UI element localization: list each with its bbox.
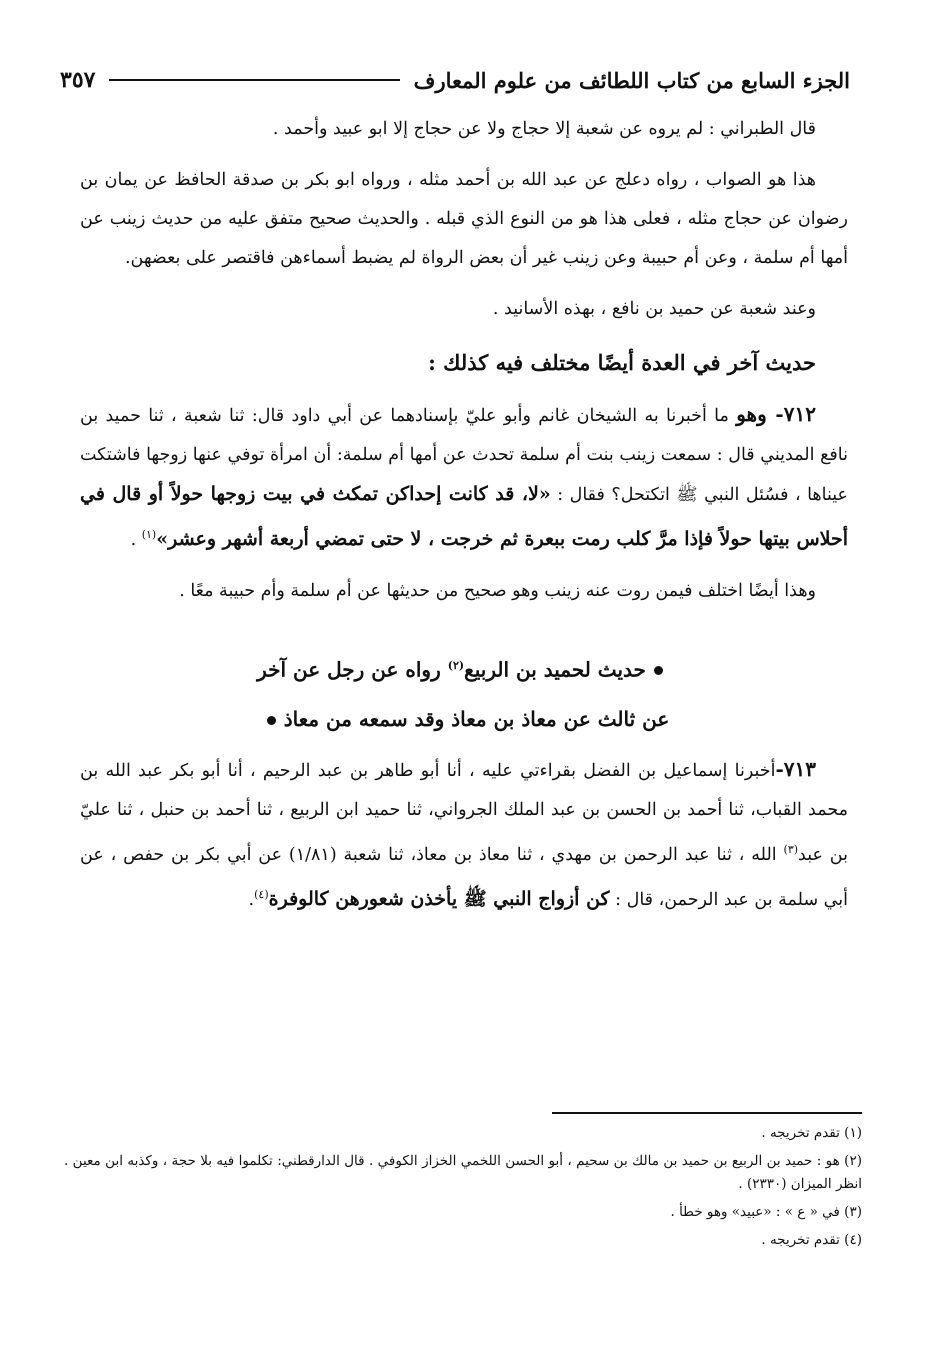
heading-idda-hadith: حديث آخر في العدة أيضًا مختلف فيه كذلك : [428, 350, 816, 375]
hadith-713-text-a: أخبرنا إسماعيل بن الفضل بقراءتي عليه ، أنا أبو طاهر بن عبد الرحيم ، أنا أبو بكر عبد الله بن محمد القباب، ثنا أحمد بن الحسن بن عبد الملك الجرواني، ثنا حميد ابن الربيع ، ثنا أحمد بن حنبل ، ثنا عليّ بن عبد [80, 761, 848, 866]
page-header [60, 60, 850, 100]
running-title: الجزء السابع من كتاب اللطائف من علوم المعارف [413, 67, 850, 93]
section-heading-humayd [80, 641, 848, 745]
footnote-ref-4: (٤) [254, 888, 269, 902]
bullet-icon [654, 666, 663, 675]
hadith-713-number: ٧١٣- [775, 757, 816, 782]
paragraph-tabarani: قال الطبراني : لم يروه عن شعبة إلا حجاج ولا عن حجاج إلا ابو عبيد وأحمد . [272, 119, 816, 139]
paragraph-correct-view: هذا هو الصواب ، رواه دعلج عن عبد الله بن أحمد مثله ، ورواه ابو بكر بن صدقة الحافظ عن يمان بن رضوان عن حجاج مثله ، فعلى هذا هو من النوع الذي قبله . والحديث صحيح متفق عليه من حديث زينب عن أمها أم سلمة ، وعن أم حبيبة وعن زينب غير أن بعض الرواة لم يضبط أسماءهن فاقتصر على بعضهن. [80, 170, 848, 268]
footnote-separator [552, 1112, 862, 1114]
footnote-1: (١) تقدم تخريجه . [761, 1125, 862, 1141]
page-number: ٣٥٧ [60, 67, 96, 93]
hadith-712: ٧١٢- وهو ما أخبرنا به الشيخان غانم وأبو عليّ بإسنادهما عن أبي داود قال: ثنا شعبة ، ثنا حميد بن نافع المديني قال : سمعت زينب بنت أم سلمة تحدث عن أمها أم سلمة: أن امرأة توفي عنها زوجها فاشتكت عيناها ، فسُئل النبي ﷺ اتكتحل؟ فقال : «لا، قد كانت إحداكن تمكث في بيت زوجها حولاً أو قال في أحلاس بيتها حولاً فإذا مرَّ كلب رمت ببعرة ثم خرجت ، لا حتى تمضي أربعة أشهر وعشر»$^{(١)}$ . [80, 402, 848, 550]
section-heading-line-1: حديث لحميد بن الربيع$^{(٢)}$ رواه عن رجل عن آخر [80, 641, 848, 695]
footnote-ref-2: (٢) [447, 658, 465, 672]
footnote-2: (٢) هو : حميد بن الربيع بن حميد بن مالك بن سحيم ، أبو الحسن اللخمي الخزاز الكوفي . قال الدارقطني: تكلموا فيه بلا حجة ، وكذبه ابن معين . انظر الميزان (٢٣٣٠) . [64, 1153, 862, 1192]
footnotes [64, 1122, 862, 1257]
footnote-ref-1: (١) [141, 528, 157, 541]
hadith-713: ٧١٣-أخبرنا إسماعيل بن الفضل بقراءتي عليه ، أنا أبو طاهر بن عبد الرحيم ، أنا أبو بكر عبد الله بن محمد القباب، ثنا أحمد بن الحسن بن عبد الملك الجرواني، ثنا حميد ابن الربيع ، ثنا أحمد بن حنبل ، ثنا عليّ بن عبد$^{(٣)}$ الله ، ثنا عبد الرحمن بن مهدي ، ثنا معاذ بن معاذ، ثنا شعبة (١/٨١) عن أبي بكر بن حفص ، عن أبي سلمة بن عبد الرحمن، قال : كن أزواج النبي ﷺ يأخذن شعورهن كالوفرة$^{(٤)}$. [80, 757, 848, 911]
footnote-3: (٣) في « ع » : «عبيد» وهو خطأ . [670, 1204, 862, 1220]
paragraph-shuba: وعند شعبة عن حميد بن نافع ، بهذه الأسانيد . [492, 299, 816, 319]
hadith-713-quote: كن أزواج النبي ﷺ يأخذن شعورهن كالوفرة [268, 888, 610, 911]
paragraph-zaynab-difference: وهذا أيضًا اختلف فيمن روت عنه زينب وهو صحيح من حديثها عن أم سلمة وأم حبيبة معًا . [179, 580, 816, 601]
header-rule [109, 79, 399, 81]
footnote-ref-3: (٣) [783, 843, 799, 857]
bullet-icon [267, 716, 276, 725]
hadith-712-quote: «لا، قد كانت إحداكن تمكث في بيت زوجها حولاً أو قال في أحلاس بيتها حولاً فإذا مرَّ كلب رمت ببعرة ثم خرجت ، لا حتى تمضي أربعة أشهر وعشر» [80, 483, 848, 550]
hadith-713-text-b: الله ، ثنا عبد الرحمن بن مهدي ، ثنا معاذ بن معاذ، ثنا شعبة (١/٨١) عن أبي بكر بن حفص ، عن أبي سلمة بن عبد الرحمن، قال : [80, 845, 848, 911]
section-heading-line-2: عن ثالث عن معاذ بن معاذ وقد سمعه من معاذ [80, 694, 848, 744]
hadith-712-number: ٧١٢- وهو [736, 402, 816, 426]
footnote-4: (٤) تقدم تخريجه . [761, 1232, 862, 1248]
main-text [80, 110, 848, 932]
hadith-712-text: ما أخبرنا به الشيخان غانم وأبو عليّ بإسنادهما عن أبي داود قال: ثنا شعبة ، ثنا حميد بن نافع المديني قال : سمعت زينب بنت أم سلمة تحدث عن أمها أم سلمة: أن امرأة توفي عنها زوجها فاشتكت عيناها ، فسُئل النبي ﷺ اتكتحل؟ فقال : [80, 406, 848, 505]
